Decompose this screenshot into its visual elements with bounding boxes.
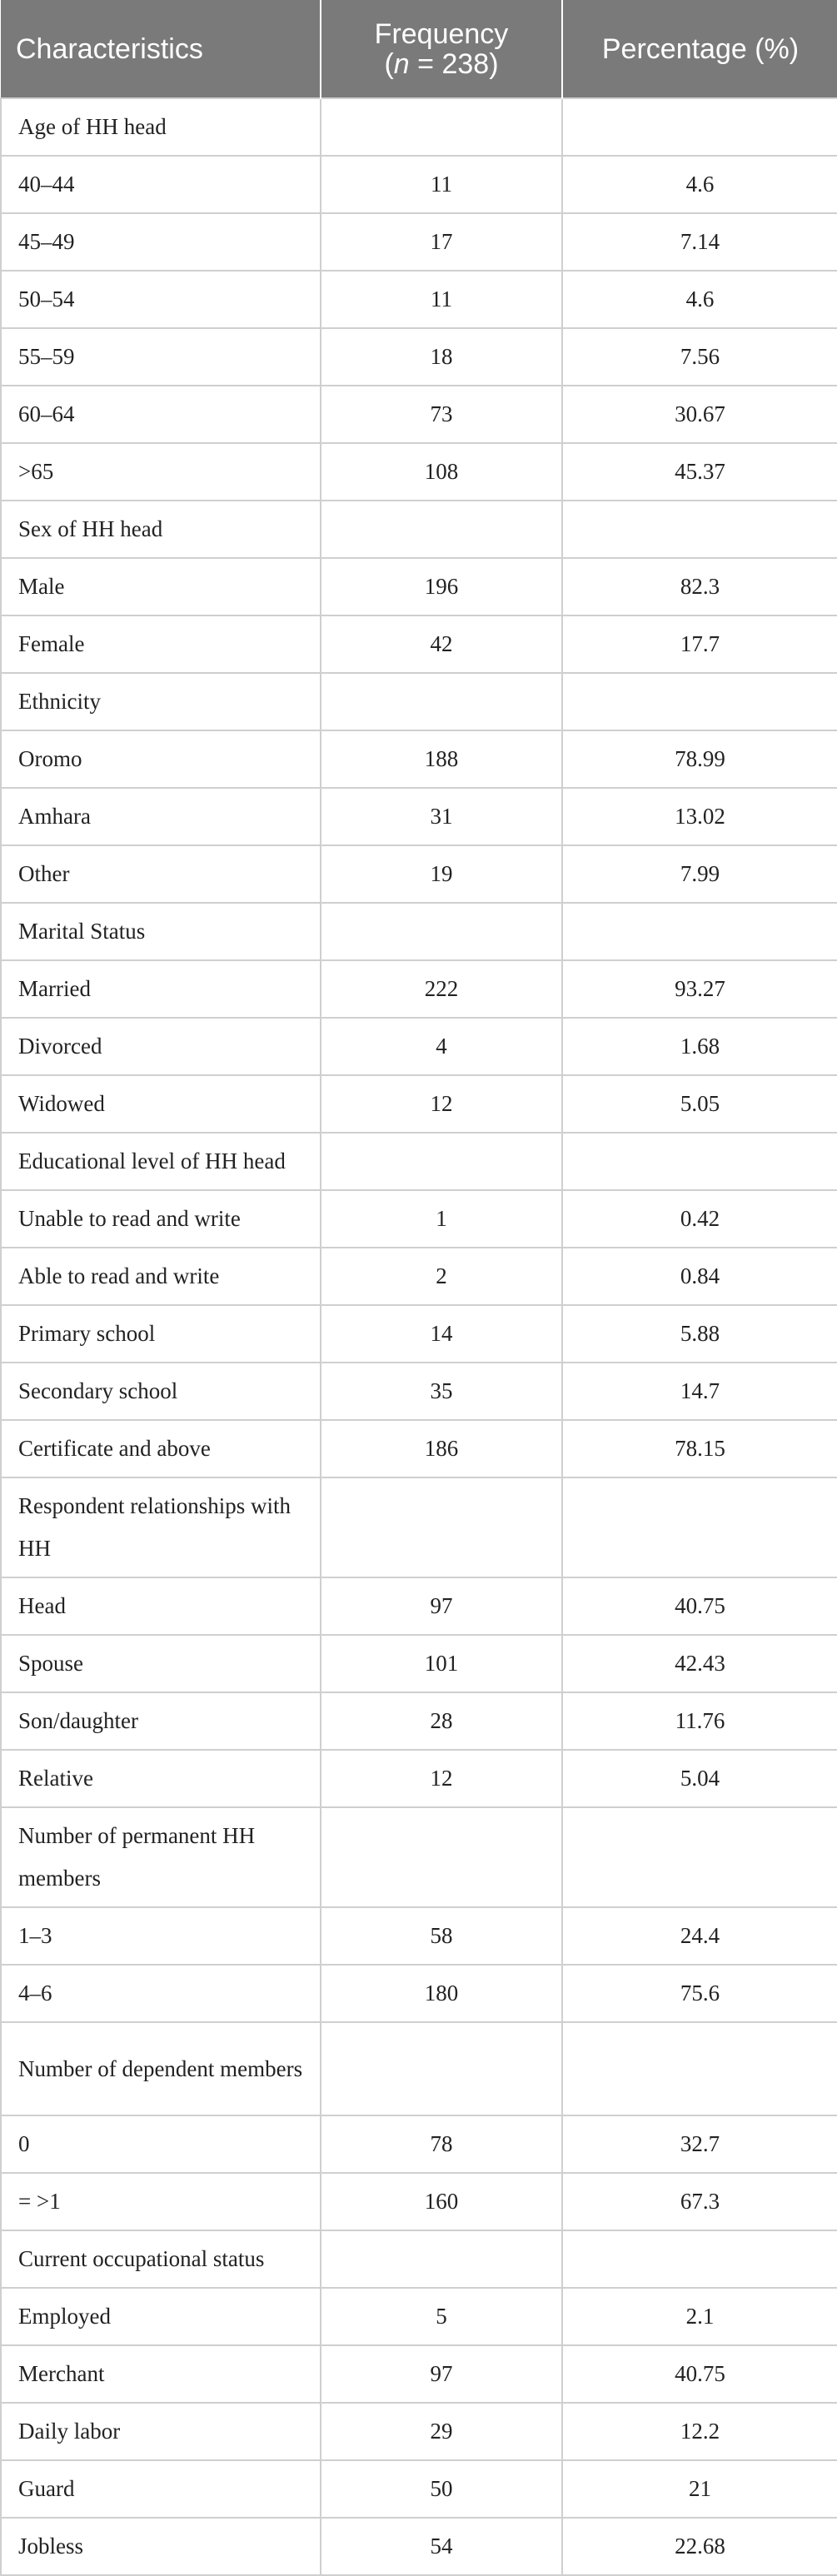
header-characteristics: Characteristics [1, 0, 321, 98]
section-row [1, 673, 837, 730]
row-label: Employed [1, 2288, 321, 2345]
frequency-cell: 5 [321, 2288, 562, 2345]
percentage-cell [562, 1807, 837, 1907]
frequency-cell [321, 1477, 562, 1577]
frequency-cell: 73 [321, 386, 562, 443]
header-frequency-n-var: n [393, 47, 410, 80]
frequency-cell: 222 [321, 960, 562, 1018]
frequency-cell: 101 [321, 1635, 562, 1692]
percentage-cell: 75.6 [562, 1965, 837, 2022]
row-label: Divorced [1, 1018, 321, 1075]
frequency-cell: 196 [321, 558, 562, 615]
table-row [1, 1420, 837, 1477]
section-label: Marital Status [1, 903, 321, 960]
header-row [1, 0, 837, 98]
percentage-cell [562, 673, 837, 730]
frequency-cell: 58 [321, 1907, 562, 1965]
table-row [1, 1750, 837, 1807]
row-label: 4–6 [1, 1965, 321, 2022]
row-label: Primary school [1, 1305, 321, 1363]
frequency-cell: 186 [321, 1420, 562, 1477]
row-label: Unable to read and write [1, 1190, 321, 1248]
frequency-cell: 180 [321, 1965, 562, 2022]
percentage-cell: 30.67 [562, 386, 837, 443]
frequency-cell: 31 [321, 788, 562, 845]
row-label: 0 [1, 2115, 321, 2173]
percentage-cell [562, 98, 837, 156]
frequency-cell: 11 [321, 156, 562, 213]
frequency-cell: 14 [321, 1305, 562, 1363]
table-row [1, 2173, 837, 2230]
frequency-cell: 54 [321, 2518, 562, 2575]
table-row [1, 1635, 837, 1692]
frequency-cell: 108 [321, 443, 562, 501]
frequency-cell: 12 [321, 1075, 562, 1133]
percentage-cell: 5.04 [562, 1750, 837, 1807]
percentage-cell [562, 2230, 837, 2288]
percentage-cell: 22.68 [562, 2518, 837, 2575]
percentage-cell: 5.05 [562, 1075, 837, 1133]
table-row [1, 615, 837, 673]
table-row [1, 1305, 837, 1363]
frequency-cell: 2 [321, 1248, 562, 1305]
percentage-cell [562, 1133, 837, 1190]
frequency-cell: 50 [321, 2460, 562, 2518]
row-label: Widowed [1, 1075, 321, 1133]
frequency-cell: 160 [321, 2173, 562, 2230]
percentage-cell: 11.76 [562, 1692, 837, 1750]
percentage-cell: 93.27 [562, 960, 837, 1018]
frequency-cell: 188 [321, 730, 562, 788]
row-label: Head [1, 1577, 321, 1635]
frequency-cell: 1 [321, 1190, 562, 1248]
frequency-cell [321, 501, 562, 558]
table-row [1, 2460, 837, 2518]
percentage-cell: 12.2 [562, 2403, 837, 2460]
table-row [1, 1075, 837, 1133]
percentage-cell: 40.75 [562, 1577, 837, 1635]
frequency-cell: 97 [321, 1577, 562, 1635]
percentage-cell: 1.68 [562, 1018, 837, 1075]
percentage-cell: 40.75 [562, 2345, 837, 2403]
frequency-cell: 11 [321, 271, 562, 328]
percentage-cell: 78.99 [562, 730, 837, 788]
table-row [1, 558, 837, 615]
table-row [1, 960, 837, 1018]
percentage-cell: 82.3 [562, 558, 837, 615]
percentage-cell: 7.99 [562, 845, 837, 903]
frequency-cell: 29 [321, 2403, 562, 2460]
percentage-cell: 32.7 [562, 2115, 837, 2173]
section-label: Educational level of HH head [1, 1133, 321, 1190]
frequency-cell [321, 2230, 562, 2288]
percentage-cell: 5.88 [562, 1305, 837, 1363]
row-label: Daily labor [1, 2403, 321, 2460]
header-frequency [321, 0, 562, 98]
row-label: 60–64 [1, 386, 321, 443]
table-row [1, 1907, 837, 1965]
table-row [1, 2115, 837, 2173]
section-row [1, 98, 837, 156]
section-label: Current occupational status [1, 2230, 321, 2288]
frequency-cell: 97 [321, 2345, 562, 2403]
section-row [1, 1807, 837, 1907]
row-label: Other [1, 845, 321, 903]
table-row [1, 2403, 837, 2460]
frequency-cell: 18 [321, 328, 562, 386]
table-row [1, 1190, 837, 1248]
frequency-cell: 12 [321, 1750, 562, 1807]
row-label: Oromo [1, 730, 321, 788]
percentage-cell: 21 [562, 2460, 837, 2518]
percentage-cell: 4.6 [562, 271, 837, 328]
percentage-cell: 0.84 [562, 1248, 837, 1305]
header-frequency-n-rest: = 238) [409, 47, 499, 80]
row-label: Female [1, 615, 321, 673]
table-row [1, 271, 837, 328]
table-row [1, 328, 837, 386]
table-row [1, 1363, 837, 1420]
table-row [1, 845, 837, 903]
table-row [1, 386, 837, 443]
table-row [1, 1692, 837, 1750]
row-label: 50–54 [1, 271, 321, 328]
row-label: = >1 [1, 2173, 321, 2230]
section-row [1, 1477, 837, 1577]
section-label: Respondent relationships with HH [1, 1477, 321, 1577]
frequency-cell: 17 [321, 213, 562, 271]
frequency-cell [321, 98, 562, 156]
table-body [1, 98, 837, 2575]
row-label: Jobless [1, 2518, 321, 2575]
table-row [1, 1018, 837, 1075]
frequency-cell [321, 1807, 562, 1907]
frequency-cell: 19 [321, 845, 562, 903]
header-frequency-label: Frequency [374, 17, 509, 50]
frequency-cell: 35 [321, 1363, 562, 1420]
percentage-cell: 14.7 [562, 1363, 837, 1420]
section-label: Number of dependent members [1, 2022, 321, 2115]
frequency-cell: 78 [321, 2115, 562, 2173]
percentage-cell: 45.37 [562, 443, 837, 501]
table-row [1, 1248, 837, 1305]
section-row [1, 2022, 837, 2115]
row-label: Amhara [1, 788, 321, 845]
row-label: Certificate and above [1, 1420, 321, 1477]
row-label: 40–44 [1, 156, 321, 213]
section-row [1, 1133, 837, 1190]
row-label: Relative [1, 1750, 321, 1807]
table-row [1, 2518, 837, 2575]
percentage-cell: 13.02 [562, 788, 837, 845]
row-label: Spouse [1, 1635, 321, 1692]
frequency-cell: 4 [321, 1018, 562, 1075]
percentage-cell: 78.15 [562, 1420, 837, 1477]
section-label: Sex of HH head [1, 501, 321, 558]
percentage-cell: 0.42 [562, 1190, 837, 1248]
table-row [1, 2345, 837, 2403]
table-header [1, 0, 837, 98]
row-label: Merchant [1, 2345, 321, 2403]
table-row [1, 2288, 837, 2345]
row-label: 45–49 [1, 213, 321, 271]
percentage-cell: 24.4 [562, 1907, 837, 1965]
percentage-cell: 67.3 [562, 2173, 837, 2230]
table-row [1, 443, 837, 501]
percentage-cell: 4.6 [562, 156, 837, 213]
row-label: 1–3 [1, 1907, 321, 1965]
percentage-cell [562, 1477, 837, 1577]
row-label: Secondary school [1, 1363, 321, 1420]
row-label: Son/daughter [1, 1692, 321, 1750]
frequency-cell: 28 [321, 1692, 562, 1750]
section-label: Age of HH head [1, 98, 321, 156]
percentage-cell [562, 2022, 837, 2115]
table-row [1, 1965, 837, 2022]
percentage-cell: 7.14 [562, 213, 837, 271]
percentage-cell [562, 903, 837, 960]
frequency-cell [321, 903, 562, 960]
section-row [1, 2230, 837, 2288]
row-label: Male [1, 558, 321, 615]
percentage-cell [562, 501, 837, 558]
frequency-cell [321, 1133, 562, 1190]
section-label: Number of permanent HH members [1, 1807, 321, 1907]
table-row [1, 1577, 837, 1635]
frequency-cell [321, 673, 562, 730]
table-row [1, 788, 837, 845]
row-label: Guard [1, 2460, 321, 2518]
section-row [1, 501, 837, 558]
percentage-cell: 42.43 [562, 1635, 837, 1692]
table-row [1, 213, 837, 271]
header-percentage: Percentage (%) [562, 0, 837, 98]
row-label: Married [1, 960, 321, 1018]
percentage-cell: 2.1 [562, 2288, 837, 2345]
section-row [1, 903, 837, 960]
frequency-cell: 42 [321, 615, 562, 673]
header-frequency-n-prefix: ( [384, 47, 394, 80]
section-label: Ethnicity [1, 673, 321, 730]
percentage-cell: 7.56 [562, 328, 837, 386]
table-row [1, 156, 837, 213]
row-label: Able to read and write [1, 1248, 321, 1305]
table-row [1, 730, 837, 788]
row-label: >65 [1, 443, 321, 501]
frequency-cell [321, 2022, 562, 2115]
row-label: 55–59 [1, 328, 321, 386]
percentage-cell: 17.7 [562, 615, 837, 673]
